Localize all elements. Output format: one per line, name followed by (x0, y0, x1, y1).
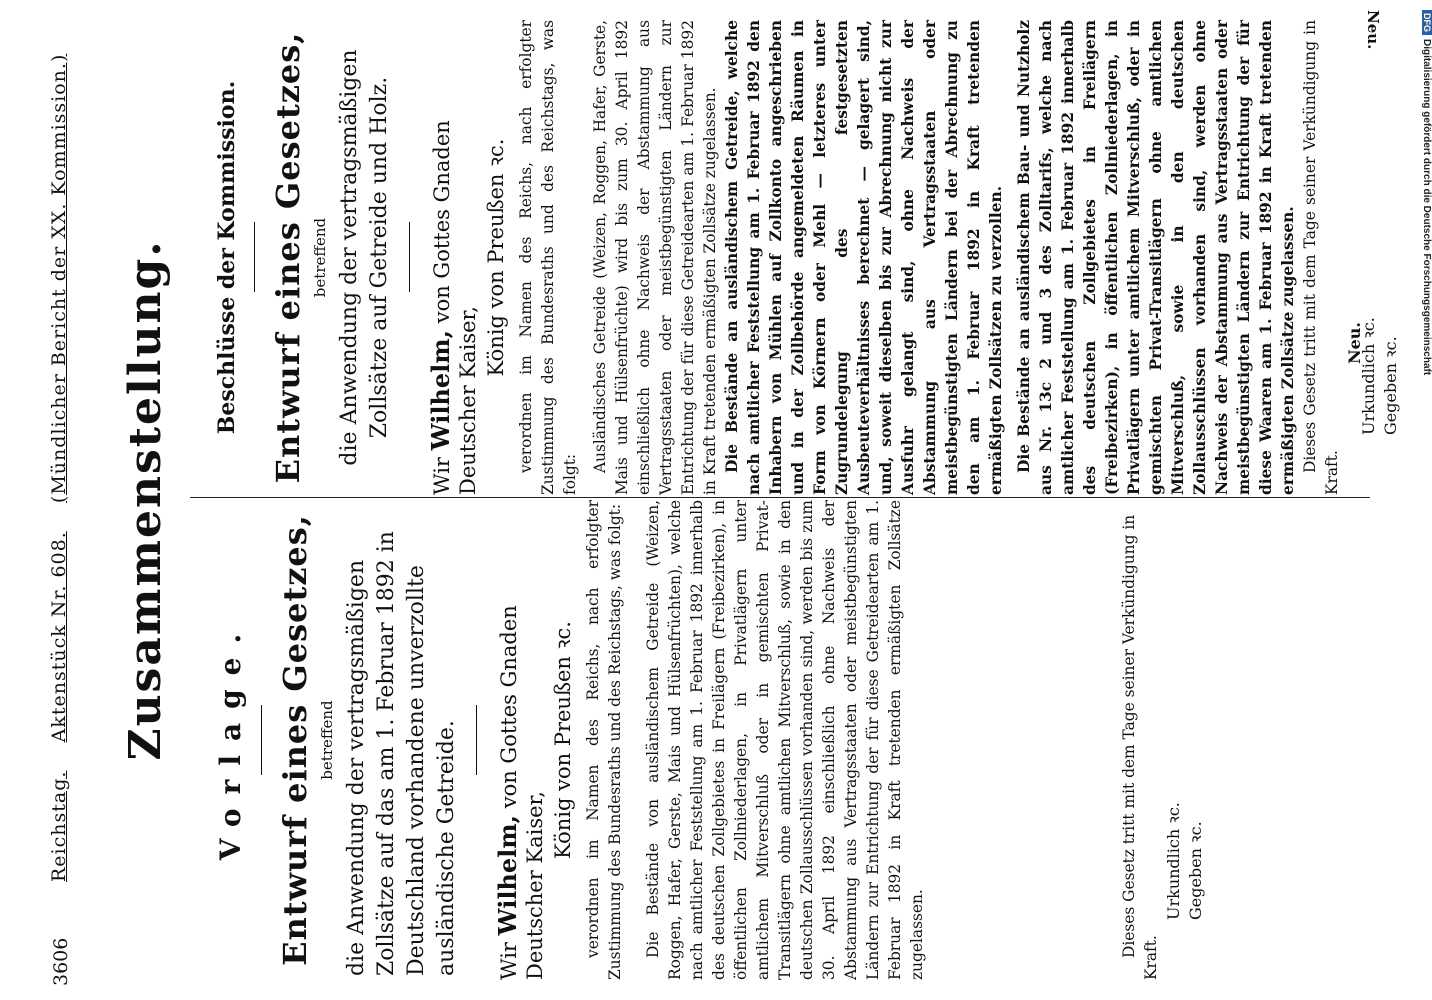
wir-left: Wir (497, 942, 521, 980)
entwurf-heading-right: Entwurf eines Gesetzes, (269, 31, 307, 484)
dfg-credit (1421, 10, 1432, 375)
betreffend-right: betreffend (311, 217, 329, 298)
para1-right: Ausländisches Getreide (Weizen, Roggen, Hafer, Gerste, Mais und Hülsenfrüchte) wird bis zum 30. April 1892 einschließlich ohne Nachweis der Abstammung aus Vertragsstaaten oder meistbegünstigten Ländern zur Entrichtung der für diese Getreidearten am 1. Februar 1892 in Kraft tretenden ermäßigten Zollsätze zugelassen. (591, 20, 719, 495)
verordnen-text-right: verordnen im Namen des Reichs, nach erfolgter Zustimmung des Bundesraths und des Reichstags, was folgt: (517, 20, 579, 495)
betreffend-left: betreffend (318, 700, 336, 780)
kommission-heading: Beschlüsse der Kommission. (214, 80, 240, 435)
subject-right: die Anwendung der vertragsmäßigen Zollsätze auf Getreide und Holz. (337, 49, 392, 466)
body-text-left: Die Bestände von ausländischem Getreide (Weizen, Roggen, Hafer, Gerste, Mais und Hülsenfrüchten), welche nach amtlicher Feststellung am 1. Februar 1892 innerhalb des deutschen Zollgebietes in Freilägern (Freibezirken), in öffentlichen Zollniederlagen, in Privatlägern unter amtlichem Mitverschluß oder in gemischten Privat-Transitlägern ohne amtlichen Mitverschluß, sowie in den deutschen Zollausschlüssen vorhanden sind, werden bis zum 30. April 1892 einschließlich ohne Nachweis der Abstammung aus Vertragsstaaten oder meistbegünstigten Ländern zur Entrichtung der für diese Getreidearten am 1. Februar 1892 in Kraft tretenden ermäßigten Zollsätze zugelassen. (644, 500, 926, 980)
header-bericht: (Mündlicher Bericht der XX. Kommission.) (48, 53, 70, 504)
wilhelm-left: Wilhelm, (493, 814, 522, 936)
gegeben-left: Gegeben ꝛc. (1186, 821, 1205, 920)
closing-right (1357, 20, 1401, 495)
preamble-right (428, 20, 509, 495)
preamble-left (495, 500, 576, 980)
divider-rule (409, 223, 410, 293)
wir-rest-right: von Gottes Gnaden Deutscher Kaiser, (430, 120, 480, 495)
margin-note-neu-2-wrap (1362, 10, 1382, 66)
running-header (48, 22, 70, 882)
koenig-left: König von Preußen ꝛc. (551, 621, 575, 860)
credit-text: Digitalisierung gefördert durch die Deutsche Forschungsgemeinschaft (1421, 39, 1432, 376)
verordnen-right (515, 20, 581, 495)
para2-right: Die Bestände an ausländischem Getreide, welche nach amtlicher Feststellung am 1. Februar 1892 den Inhabern von Mühlen auf Zollkonto angeschrieben und in der Zollbehörde angemeldeten Räumen in Form von Körnern oder Mehl — letzteres unter Zugrundelegung des festgesetzten Ausbeuteverhältnisses berechnet — gelagert sind, und, soweit dieselben bis zur Abrechnung nicht zur Ausfuhr gelangt sind, ohne Nachweis der Abstammung aus Vertragsstaaten oder meistbegünstigten Ländern bei der Abrechnung zu den am 1. Februar 1892 in Kraft tretenden ermäßigten Zollsätzen zu verzollen. (723, 20, 1005, 495)
column-divider (190, 497, 1370, 498)
koenig-right: König von Preußen ꝛc. (484, 138, 508, 377)
para3-right: Die Bestände an ausländischem Bau- und Nutzholz aus Nr. 13c 2 und 3 des Zolltarifs, welche nach amtlicher Feststellung am 1. Februar 1892 innerhalb des deutschen Zollgebietes in Freilägern (Freibezirken), in öffentlichen Zollniederlagen, in Privatlägern unter amtlichem Mitverschluß, oder in gemischten Privat-Transitlägern ohne amtlichen Mitverschluß, sowie in den deutschen Zollausschlüssen vorhanden sind, werden ohne Nachweis der Abstammung aus Vertragsstaaten oder meistbegünstigten Ländern zur Entrichtung der für diese Waaren am 1. Februar 1892 in Kraft tretenden ermäßigten Zollsätze zugelassen. (1015, 20, 1297, 495)
margin-note-neu-2: Neu. (1364, 10, 1382, 50)
wir-rest-left: von Gottes Gnaden Deutscher Kaiser, (497, 605, 547, 980)
left-column-vorlage (200, 500, 1360, 980)
schluss-left: Dieses Gesetz tritt mit dem Tage seiner Verkündigung in Kraft. (1120, 514, 1160, 980)
divider-rule (261, 705, 262, 775)
entwurf-heading-left: Entwurf eines Gesetzes, (276, 514, 314, 966)
body-right (589, 20, 1343, 495)
verordnen-text-left: verordnen im Namen des Reichs, nach erfolgter Zustimmung des Bundesraths und des Reichstags, was folgt: (584, 500, 624, 980)
body-left (642, 500, 928, 980)
margin-note-neu-1: Neu. (1345, 321, 1364, 364)
urkundlich-left: Urkundlich ꝛc. (1164, 802, 1183, 920)
subject-left: die Anwendung der vertragsmäßigen Zollsätze auf das am 1. Februar 1892 in Deutschland vorhandene unverzollte ausländische Getreide. (344, 531, 459, 976)
closing-left (1118, 500, 1206, 980)
gegeben-right: Gegeben ꝛc. (1381, 336, 1400, 435)
document-title: Zusammenstellung. (120, 239, 171, 761)
verordnen-left (582, 500, 626, 980)
dfg-logo: DFG (1422, 10, 1432, 35)
page-number: 3606 (50, 937, 72, 986)
wir-right: Wir (430, 457, 454, 495)
urkundlich-right: Urkundlich ꝛc. (1359, 317, 1378, 435)
divider-rule (476, 705, 477, 775)
schluss-right: Dieses Gesetz tritt mit dem Tage seiner Verkündigung in Kraft. (1301, 20, 1341, 495)
wilhelm-right: Wilhelm, (426, 329, 455, 451)
header-aktenstueck: Aktenstück Nr. 608. (48, 531, 70, 743)
header-reichstag: Reichstag. (48, 770, 70, 882)
divider-rule (254, 223, 255, 293)
vorlage-heading: Vorlage. (214, 619, 247, 861)
